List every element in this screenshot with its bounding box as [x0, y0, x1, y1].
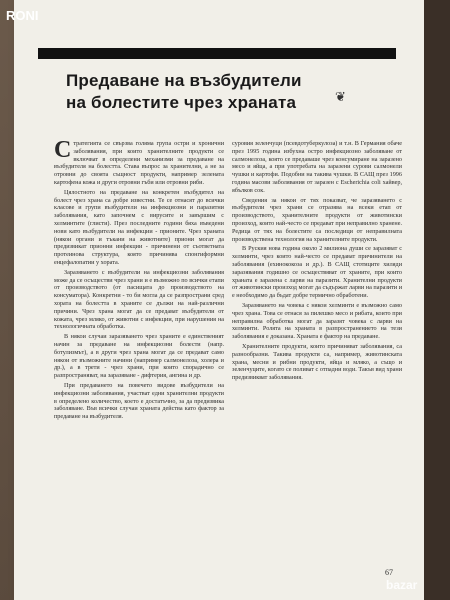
paragraph: Заразяването с възбудители на инфекциозни заболявания може да се осъществи чрез храни и е възможно по всички етапи от производството (от пасищата до производството на консуматора). Конкретни - то би могла да се разпространи сред хората на болестта в храните се дължи на най-различни причини. Чрез храна могат да се предават възбудители от кожата, чрез мляко, от животни с инфекции, при нарушения на технологичната обработка.	[54, 268, 224, 331]
text-column-left	[54, 137, 224, 423]
title-line-1: Предаване на възбудители	[66, 71, 302, 90]
paragraph: В някои случаи заразяването чрез храните е единственият начин за предаване на инфекциозни болести (напр. ботулизмът), а в други чрез храна могат да се предават само някои от възможните начини (например салмонелоза, холера и др.), а в трети - чрез храни, при които спорадично се разпространяват, на заразяване - дифтерия, ангина и др.	[54, 333, 224, 380]
title-line-2: на болестите чрез храната	[66, 93, 297, 112]
dropcap-letter: С	[54, 137, 72, 163]
ornament-icon: ❦	[335, 89, 346, 104]
watermark-logo-top: RONI	[6, 8, 39, 23]
paragraph: суровия зеленчуци (псевдотуберкулоза) и т.н. В Германия обаче през 1995 година избухна остро инфекциозно заболяване от салмонелоза, която се предаваше чрез консумиране на заразено месо и яйца, а при употребата на заразени сурови салмонели чушки и картофи. Подобни на такива чушки. В САЩ през 1996 година масови заболявания от заразен с Escherichia coli хайвер, ябълков сок.	[232, 140, 402, 194]
paragraph: Стратегията се свързва голяма група остри и хронични заболявания, при които хранителните продукти се включват в определени механизми за предаване на възбудителя на болестта. Става въпрос за хранителни, а не за отровни до своята същност продукти, например зелената картофена кожа и други отровни гъби или отровни риби.	[54, 137, 224, 186]
paragraph: Заразяването на човека с някои хелминти е възможно само чрез храна. Това се отнася за пилешко месо и рибата, които при неправилна обработка могат да заразят човека с ларви на хелминти. Ролята на храната в разпространението на тези заболявания е доказана. Храната е фактор на предаване.	[232, 301, 402, 341]
watermark-logo-bottom: bazar	[386, 578, 418, 592]
page-edge-shadow	[424, 0, 450, 600]
paragraph: При предаването на повечето видове възбудители на инфекциозни заболявания, участват едни хранителни продукти в определено количество, което е достатъчно, за да предизвика заболяване. Във всички случаи храната действа като фактор за предаване на възбудителя.	[54, 381, 224, 421]
header-bar	[38, 48, 396, 59]
paragraph: Цялостното на предаване на конкретен възбудител на болест чрез храна са добре известни. Те се отнасят до всички класове и групи възбудители на инфекциозни и паразитни заболявания, като започнем с вирусите и завършим с хелминтите (глисти). През последните години бяха въведени нови като възбудители на инфекции - прионите. Чрез храната (някои органи и тъкани на животните) приони могат да предизвикат прионни инфекции - причинени от съответната протеинова структура, която причинява спонгиформни енцефалопатии у хората.	[54, 188, 224, 266]
page-number: 67	[385, 568, 393, 577]
text-column-right	[232, 140, 402, 384]
paragraph: Сведения за някои от тях показват, че заразяването с възбудители чрез храни се отразява на всеки етап от производството, хранителните продукти от животински произход, които най-често се предават при неправилно хранене. Редица от тях на болестите са последици от неправилната производствена технология на хранителните продукти.	[232, 196, 402, 243]
paragraph: Хранителните продукти, които причиняват заболявания, са разнообразни. Такива продукти са, например, животинската храна, месни и рибни продукти, яйца и мляко, а също и зеленчуците, когато се поливат с отпадни води. Такъв вид храни предизвикват заболявания.	[232, 342, 402, 382]
paragraph: В Руския нова година около 2 милиона души се заразяват с хелминти, чрез които най-често се предават причинители на заболявания (ехинококоза и др.). В САЩ стотиците хиляди заразявания годишно се осъществяват от храните, при които храната е заразена с ларви на паразити. Хранителни продукти от животински произход могат да съдържат ларви на паразити и е необходимо да бъдат добре термично обработени.	[232, 245, 402, 300]
